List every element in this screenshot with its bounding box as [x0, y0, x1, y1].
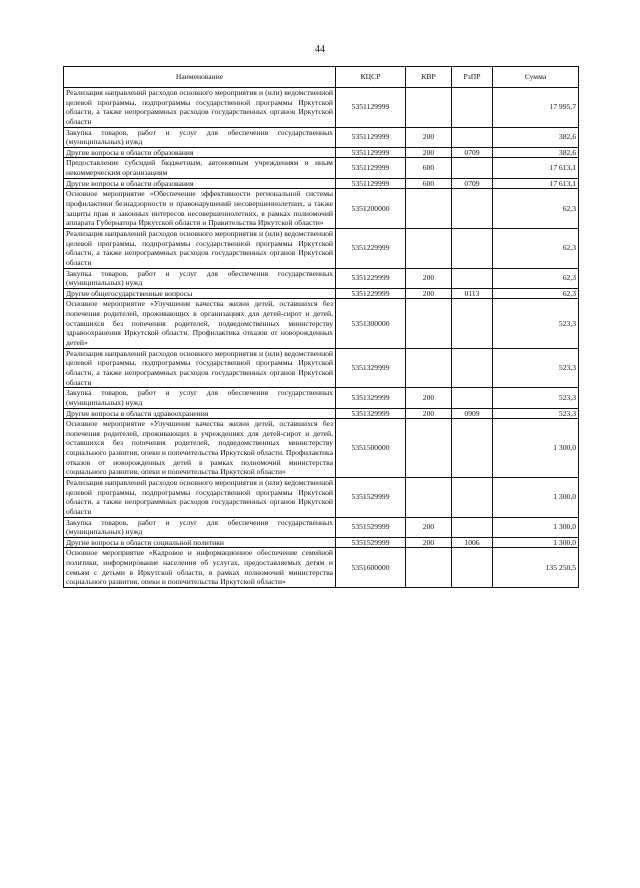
- row-sum-cell: 1 300,0: [493, 517, 579, 537]
- header-sum: Сумма: [493, 67, 579, 88]
- row-kcsr-cell: 5351229999: [336, 268, 406, 288]
- row-kvr-cell: 200: [406, 147, 452, 158]
- table-row: [64, 147, 579, 158]
- row-kcsr-cell: 5351200000: [336, 189, 406, 229]
- row-rzpr-cell: [452, 268, 493, 288]
- row-name-cell: Закупка товаров, работ и услуг для обеспечения государственных (муниципальных) нужд: [64, 127, 336, 147]
- row-name-cell: Закупка товаров, работ и услуг для обеспечения государственных (муниципальных) нужд: [64, 388, 336, 408]
- row-kcsr-cell: 5351229999: [336, 288, 406, 299]
- row-kvr-cell: [406, 348, 452, 388]
- row-sum-cell: 135 250,5: [493, 548, 579, 588]
- row-kvr-cell: [406, 189, 452, 229]
- table-row: [64, 477, 579, 517]
- row-name-cell: Основное мероприятие «Улучшение качества жизни детей, оставшихся без попечения родителей, проживающих в учреждениях для детей-сирот и детей, оставшихся без попечения родителей, подведомственных министерству социального развития, опеки и попечительства Иркутской области. Профилактика отказов от новорожденных детей в рамках полномочий министерства социального развития, опеки и попечительства Иркутской области»: [64, 419, 336, 478]
- row-kcsr-cell: 5351500000: [336, 419, 406, 478]
- header-name: Наименование: [64, 67, 336, 88]
- row-kcsr-cell: 5351129999: [336, 88, 406, 128]
- table-row: [64, 537, 579, 548]
- row-name-cell: Другие вопросы в области образования: [64, 147, 336, 158]
- row-rzpr-cell: 0113: [452, 288, 493, 299]
- row-rzpr-cell: [452, 477, 493, 517]
- row-kcsr-cell: 5351129999: [336, 178, 406, 189]
- row-kcsr-cell: 5351300000: [336, 299, 406, 348]
- row-name-cell: Реализация направлений расходов основного мероприятия и (или) ведомственной целевой программы, подпрограммы государственной программы Иркутской области, а также непрограммных расходов государственных органов Иркутской области: [64, 228, 336, 268]
- row-kcsr-cell: 5351329999: [336, 348, 406, 388]
- row-sum-cell: 17 613,1: [493, 178, 579, 189]
- row-sum-cell: 1 300,0: [493, 477, 579, 517]
- row-rzpr-cell: [452, 189, 493, 229]
- row-rzpr-cell: 0709: [452, 147, 493, 158]
- row-sum-cell: 523,3: [493, 299, 579, 348]
- row-kvr-cell: 200: [406, 517, 452, 537]
- row-name-cell: Другие вопросы в области образования: [64, 178, 336, 189]
- table-header-row: [64, 67, 579, 88]
- row-kcsr-cell: 5351529999: [336, 537, 406, 548]
- row-kvr-cell: [406, 477, 452, 517]
- row-sum-cell: 62,3: [493, 228, 579, 268]
- row-rzpr-cell: [452, 348, 493, 388]
- row-rzpr-cell: 0709: [452, 178, 493, 189]
- row-name-cell: Основное мероприятие «Кадровое и информационное обеспечение семейной политики, информирование населения об услугах, предоставляемых детям и семьям с детьми в Иркутской области, в рамках полномочий министерства социального развития, опеки и попечительства Иркутской области»: [64, 548, 336, 588]
- row-name-cell: Другие вопросы в области социальной политики: [64, 537, 336, 548]
- row-name-cell: Другие вопросы в области здравоохранения: [64, 408, 336, 419]
- row-kvr-cell: 200: [406, 408, 452, 419]
- row-sum-cell: 1 300,0: [493, 419, 579, 478]
- table-row: [64, 178, 579, 189]
- row-sum-cell: 523,3: [493, 388, 579, 408]
- header-kcsr: КЦСР: [336, 67, 406, 88]
- row-rzpr-cell: [452, 388, 493, 408]
- table-row: [64, 288, 579, 299]
- row-sum-cell: 523,3: [493, 348, 579, 388]
- row-rzpr-cell: [452, 88, 493, 128]
- row-sum-cell: 62,3: [493, 288, 579, 299]
- row-sum-cell: 17 995,7: [493, 88, 579, 128]
- row-sum-cell: 62,3: [493, 268, 579, 288]
- header-rzpr: РзПР: [452, 67, 493, 88]
- row-rzpr-cell: 1006: [452, 537, 493, 548]
- row-kvr-cell: [406, 419, 452, 478]
- row-kcsr-cell: 5351329999: [336, 388, 406, 408]
- table-row: [64, 299, 579, 348]
- table-row: [64, 348, 579, 388]
- row-kcsr-cell: 5351600000: [336, 548, 406, 588]
- table-row: [64, 419, 579, 478]
- table-row: [64, 88, 579, 128]
- row-rzpr-cell: [452, 228, 493, 268]
- row-name-cell: Другие общегосударственные вопросы: [64, 288, 336, 299]
- row-rzpr-cell: [452, 548, 493, 588]
- table-row: [64, 158, 579, 178]
- row-name-cell: Основное мероприятие «Обеспечение эффективности региональной системы профилактики безнадзорности и правонарушений несовершеннолетних, а также защиты прав и законных интересов несовершеннолетних, в рамках полномочий аппарата Губернатора Иркутской области и Правительства Иркутской области»: [64, 189, 336, 229]
- row-kvr-cell: [406, 228, 452, 268]
- table-row: [64, 548, 579, 588]
- row-kcsr-cell: 5351229999: [336, 228, 406, 268]
- row-kvr-cell: 200: [406, 268, 452, 288]
- table-row: [64, 388, 579, 408]
- row-kcsr-cell: 5351129999: [336, 158, 406, 178]
- row-rzpr-cell: [452, 127, 493, 147]
- row-rzpr-cell: [452, 299, 493, 348]
- page-number: 44: [315, 44, 325, 55]
- row-kvr-cell: 600: [406, 178, 452, 189]
- row-kvr-cell: 600: [406, 158, 452, 178]
- row-kcsr-cell: 5351529999: [336, 517, 406, 537]
- row-rzpr-cell: [452, 517, 493, 537]
- table-row: [64, 517, 579, 537]
- row-name-cell: Основное мероприятие «Улучшение качества жизни детей, оставшихся без попечения родителей, проживающих в организациях для детей-сирот и детей, оставшихся без попечения родителей, подведомственных министерству здравоохранения Иркутской области. Профилактика отказов от новорожденных детей»: [64, 299, 336, 348]
- row-kvr-cell: 200: [406, 127, 452, 147]
- row-kcsr-cell: 5351529999: [336, 477, 406, 517]
- row-name-cell: Реализация направлений расходов основного мероприятия и (или) ведомственной целевой программы, подпрограммы государственной программы Иркутской области, а также непрограммных расходов государственных органов Иркутской области: [64, 348, 336, 388]
- row-kvr-cell: 200: [406, 288, 452, 299]
- row-kvr-cell: 200: [406, 388, 452, 408]
- row-rzpr-cell: 0909: [452, 408, 493, 419]
- row-name-cell: Закупка товаров, работ и услуг для обеспечения государственных (муниципальных) нужд: [64, 268, 336, 288]
- row-sum-cell: 1 300,0: [493, 537, 579, 548]
- row-sum-cell: 382,6: [493, 147, 579, 158]
- row-rzpr-cell: [452, 158, 493, 178]
- row-kvr-cell: [406, 299, 452, 348]
- row-sum-cell: 382,6: [493, 127, 579, 147]
- row-kvr-cell: 200: [406, 537, 452, 548]
- budget-table: [63, 66, 579, 588]
- row-sum-cell: 523,3: [493, 408, 579, 419]
- table-row: [64, 268, 579, 288]
- row-name-cell: Реализация направлений расходов основного мероприятия и (или) ведомственной целевой программы, подпрограммы государственной программы Иркутской области, а также непрограммных расходов государственных органов Иркутской области: [64, 477, 336, 517]
- row-name-cell: Реализация направлений расходов основного мероприятия и (или) ведомственной целевой программы, подпрограммы государственной программы Иркутской области, а также непрограммных расходов государственных органов Иркутской области: [64, 88, 336, 128]
- row-name-cell: Закупка товаров, работ и услуг для обеспечения государственных (муниципальных) нужд: [64, 517, 336, 537]
- row-sum-cell: 62,3: [493, 189, 579, 229]
- header-kvr: КВР: [406, 67, 452, 88]
- row-kvr-cell: [406, 88, 452, 128]
- row-sum-cell: 17 613,1: [493, 158, 579, 178]
- table-row: [64, 228, 579, 268]
- row-kcsr-cell: 5351129999: [336, 147, 406, 158]
- row-kcsr-cell: 5351129999: [336, 127, 406, 147]
- row-rzpr-cell: [452, 419, 493, 478]
- table-row: [64, 408, 579, 419]
- table-row: [64, 127, 579, 147]
- row-kvr-cell: [406, 548, 452, 588]
- row-kcsr-cell: 5351329999: [336, 408, 406, 419]
- row-name-cell: Предоставление субсидий бюджетным, автономным учреждениям и иным некоммерческим организациям: [64, 158, 336, 178]
- table-row: [64, 189, 579, 229]
